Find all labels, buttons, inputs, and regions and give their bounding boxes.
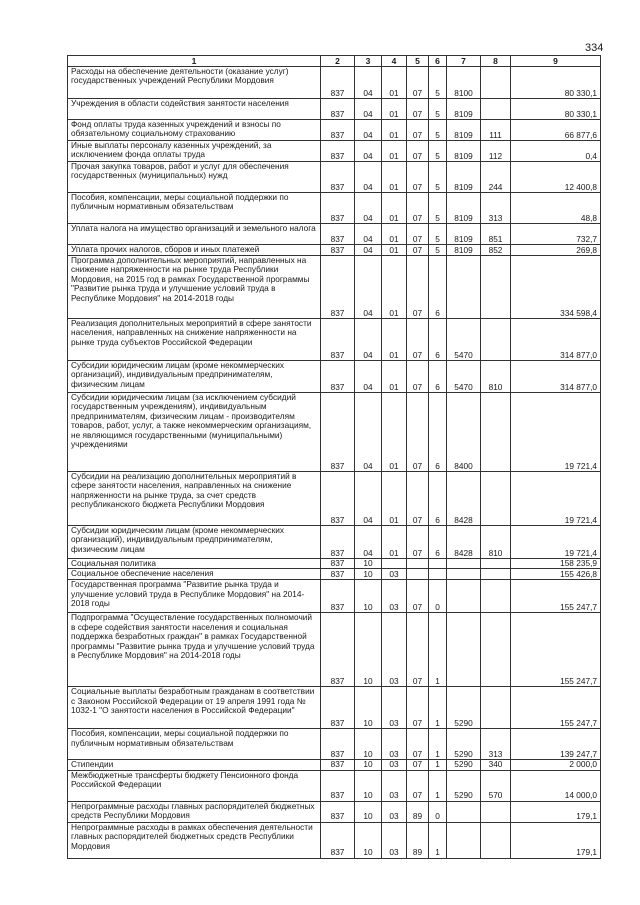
row-ministry-code: 837: [321, 120, 355, 141]
row-description: Учреждения в области содействия занятости населения: [68, 99, 321, 120]
row-amount: 269,8: [511, 245, 601, 256]
row-program-code: 07: [407, 770, 429, 801]
row-ministry-code: 837: [321, 770, 355, 801]
column-header-8: 8: [481, 56, 511, 67]
row-description: Государственная программа "Развитие рынка труда и улучшение условий труда в Республике Мордовия" на 2014-2018 годы: [68, 580, 321, 613]
row-expense-type-code: [481, 801, 511, 822]
row-ministry-code: 837: [321, 801, 355, 822]
row-subsection-code: 01: [382, 256, 407, 319]
table-row: [68, 687, 601, 729]
row-expense-type-code: 852: [481, 245, 511, 256]
row-section-code: 04: [355, 245, 382, 256]
row-expense-type-code: 851: [481, 224, 511, 245]
row-program-code: 07: [407, 319, 429, 361]
row-subprogram-code: 1: [429, 822, 447, 858]
row-amount: 14 000,0: [511, 770, 601, 801]
row-item-code: 5290: [447, 687, 481, 729]
row-subprogram-code: 5: [429, 99, 447, 120]
row-section-code: 04: [355, 256, 382, 319]
row-program-code: 07: [407, 141, 429, 162]
row-ministry-code: 837: [321, 141, 355, 162]
row-item-code: [447, 801, 481, 822]
row-expense-type-code: [481, 559, 511, 569]
row-subprogram-code: 1: [429, 760, 447, 770]
row-section-code: 04: [355, 162, 382, 193]
table-row: [68, 141, 601, 162]
row-expense-type-code: [481, 256, 511, 319]
table-row: [68, 319, 601, 361]
row-program-code: 07: [407, 526, 429, 559]
column-header-3: 3: [355, 56, 382, 67]
row-amount: 155 247,7: [511, 687, 601, 729]
row-description: Социальные выплаты безработным гражданам в соответствии с Законом Российской Федерации от 19 апреля 1991 года № 1032-1 "О занятости населения в Российской Федерации": [68, 687, 321, 729]
row-description: Стипендии: [68, 760, 321, 770]
row-subprogram-code: 5: [429, 193, 447, 224]
row-description: Непрограммные расходы в рамках обеспечения деятельности главных распорядителей бюджетных средств Республики Мордовия: [68, 822, 321, 858]
row-subprogram-code: 6: [429, 319, 447, 361]
row-description: Реализация дополнительных мероприятий в сфере занятости населения, направленных на снижение напряженности на рынке труда субъектов Российской Федерации: [68, 319, 321, 361]
row-description: Иные выплаты персоналу казенных учреждений, за исключением фонда оплаты труда: [68, 141, 321, 162]
row-subprogram-code: 6: [429, 526, 447, 559]
row-subprogram-code: 1: [429, 613, 447, 687]
row-section-code: 04: [355, 67, 382, 99]
table-row: [68, 569, 601, 580]
row-subsection-code: 01: [382, 162, 407, 193]
row-subprogram-code: 0: [429, 580, 447, 613]
row-section-code: 04: [355, 141, 382, 162]
row-expense-type-code: [481, 687, 511, 729]
row-amount: 2 000,0: [511, 760, 601, 770]
row-amount: 314 877,0: [511, 319, 601, 361]
row-expense-type-code: [481, 393, 511, 472]
row-subprogram-code: 5: [429, 67, 447, 99]
row-item-code: 8428: [447, 526, 481, 559]
row-section-code: 04: [355, 120, 382, 141]
row-section-code: 10: [355, 569, 382, 580]
row-ministry-code: 837: [321, 526, 355, 559]
row-item-code: 5470: [447, 361, 481, 393]
row-amount: 80 330,1: [511, 67, 601, 99]
row-item-code: [447, 256, 481, 319]
row-section-code: 10: [355, 801, 382, 822]
row-ministry-code: 837: [321, 472, 355, 526]
row-description: Прочая закупка товаров, работ и услуг для обеспечения государственных (муниципальных) нужд: [68, 162, 321, 193]
row-ministry-code: 837: [321, 224, 355, 245]
row-item-code: 5290: [447, 770, 481, 801]
column-header-1: 1: [68, 56, 321, 67]
row-subsection-code: 01: [382, 393, 407, 472]
budget-table: [67, 55, 601, 859]
row-amount: 732,7: [511, 224, 601, 245]
row-section-code: 10: [355, 760, 382, 770]
table-row: [68, 245, 601, 256]
row-subsection-code: 03: [382, 580, 407, 613]
row-item-code: 5290: [447, 760, 481, 770]
table-row: [68, 361, 601, 393]
row-subsection-code: 03: [382, 569, 407, 580]
row-item-code: 8109: [447, 141, 481, 162]
row-description: Социальное обеспечение населения: [68, 569, 321, 580]
row-section-code: 10: [355, 613, 382, 687]
row-program-code: 07: [407, 67, 429, 99]
row-ministry-code: 837: [321, 580, 355, 613]
row-description: Уплата налога на имущество организаций и земельного налога: [68, 224, 321, 245]
row-expense-type-code: [481, 569, 511, 580]
table-row: [68, 256, 601, 319]
row-program-code: 07: [407, 256, 429, 319]
row-description: Уплата прочих налогов, сборов и иных платежей: [68, 245, 321, 256]
row-section-code: 04: [355, 526, 382, 559]
table-body: [68, 67, 601, 859]
row-program-code: 07: [407, 120, 429, 141]
row-section-code: 10: [355, 559, 382, 569]
row-subprogram-code: 5: [429, 120, 447, 141]
row-program-code: 07: [407, 224, 429, 245]
row-description: Подпрограмма "Осуществление государственных полномочий в сфере содействия занятости населения и социальная поддержка безработных граждан" в рамках Государственной программы "Развитие рынка труда и улучшение условий труда в Республике Мордовия" на 2014-2018 годы: [68, 613, 321, 687]
row-subsection-code: 01: [382, 120, 407, 141]
row-description: Фонд оплаты труда казенных учреждений и взносы по обязательному социальному страхованию: [68, 120, 321, 141]
table-row: [68, 559, 601, 569]
table-row: [68, 760, 601, 770]
row-ministry-code: 837: [321, 193, 355, 224]
row-expense-type-code: 810: [481, 526, 511, 559]
row-amount: 66 877,6: [511, 120, 601, 141]
row-amount: 19 721,4: [511, 526, 601, 559]
row-subprogram-code: [429, 569, 447, 580]
row-description: Программа дополнительных мероприятий, направленных на снижение напряженности на рынке труда Республики Мордовия, на 2015 год в рамках Государственной программы "Развитие рынка труда и улучшение условий труда в Республике Мордовия" на 2014-2018 годы: [68, 256, 321, 319]
row-description: Субсидии на реализацию дополнительных мероприятий в сфере занятости населения, направленных на снижение напряженности на рынке труда, за счет средств республиканского бюджета Республики Мордовия: [68, 472, 321, 526]
row-description: Пособия, компенсации, меры социальной поддержки по публичным нормативным обязательствам: [68, 193, 321, 224]
row-program-code: 07: [407, 162, 429, 193]
row-ministry-code: 837: [321, 245, 355, 256]
row-expense-type-code: [481, 472, 511, 526]
row-item-code: 8400: [447, 393, 481, 472]
row-section-code: 10: [355, 729, 382, 760]
column-header-5: 5: [407, 56, 429, 67]
row-subsection-code: 03: [382, 760, 407, 770]
row-item-code: 8109: [447, 99, 481, 120]
row-description: Расходы на обеспечение деятельности (оказание услуг) государственных учреждений Республики Мордовия: [68, 67, 321, 99]
table-row: [68, 393, 601, 472]
row-amount: 334 598,4: [511, 256, 601, 319]
column-header-2: 2: [321, 56, 355, 67]
row-section-code: 10: [355, 580, 382, 613]
row-ministry-code: 837: [321, 569, 355, 580]
row-description: Межбюджетные трансферты бюджету Пенсионного фонда Российской Федерации: [68, 770, 321, 801]
row-program-code: 07: [407, 613, 429, 687]
row-section-code: 04: [355, 224, 382, 245]
row-ministry-code: 837: [321, 162, 355, 193]
table-row: [68, 526, 601, 559]
row-subprogram-code: 1: [429, 687, 447, 729]
row-expense-type-code: [481, 822, 511, 858]
row-subprogram-code: 5: [429, 224, 447, 245]
row-subsection-code: 03: [382, 687, 407, 729]
table-row: [68, 99, 601, 120]
row-section-code: 04: [355, 319, 382, 361]
row-program-code: 07: [407, 393, 429, 472]
row-subprogram-code: 0: [429, 801, 447, 822]
row-subprogram-code: 1: [429, 770, 447, 801]
row-subprogram-code: 5: [429, 162, 447, 193]
row-item-code: 8109: [447, 193, 481, 224]
table-row: [68, 801, 601, 822]
row-expense-type-code: [481, 580, 511, 613]
row-program-code: 89: [407, 822, 429, 858]
row-ministry-code: 837: [321, 99, 355, 120]
row-subprogram-code: 5: [429, 141, 447, 162]
row-program-code: 07: [407, 580, 429, 613]
row-subsection-code: 01: [382, 67, 407, 99]
row-amount: 158 235,9: [511, 559, 601, 569]
row-subprogram-code: 6: [429, 472, 447, 526]
row-section-code: 04: [355, 99, 382, 120]
table-row: [68, 224, 601, 245]
row-ministry-code: 837: [321, 559, 355, 569]
row-program-code: 07: [407, 245, 429, 256]
row-description: Субсидии юридическим лицам (за исключением субсидий государственным учреждениям), индивидуальным предпринимателям, физическим лицам - производителям товаров, работ, услуг, а также некоммерческим организациям, не являющимся государственными (муниципальными) учреждениями: [68, 393, 321, 472]
row-ministry-code: 837: [321, 822, 355, 858]
row-item-code: 8109: [447, 162, 481, 193]
row-ministry-code: 837: [321, 393, 355, 472]
row-ministry-code: 837: [321, 760, 355, 770]
row-amount: 155 247,7: [511, 613, 601, 687]
column-header-4: 4: [382, 56, 407, 67]
row-ministry-code: 837: [321, 687, 355, 729]
row-subprogram-code: [429, 559, 447, 569]
row-item-code: [447, 559, 481, 569]
table-row: [68, 193, 601, 224]
row-expense-type-code: 313: [481, 729, 511, 760]
row-expense-type-code: [481, 99, 511, 120]
row-subprogram-code: 6: [429, 361, 447, 393]
table-row: [68, 613, 601, 687]
row-subsection-code: 03: [382, 801, 407, 822]
row-program-code: 07: [407, 472, 429, 526]
row-description: Непрограммные расходы главных распорядителей бюджетных средств Республики Мордовия: [68, 801, 321, 822]
row-subsection-code: 01: [382, 245, 407, 256]
row-expense-type-code: 570: [481, 770, 511, 801]
row-expense-type-code: 340: [481, 760, 511, 770]
row-description: Субсидии юридическим лицам (кроме некоммерческих организаций), индивидуальным предпринимателям, физическим лицам: [68, 361, 321, 393]
row-section-code: 04: [355, 393, 382, 472]
column-header-6: 6: [429, 56, 447, 67]
row-subsection-code: 03: [382, 729, 407, 760]
row-amount: 12 400,8: [511, 162, 601, 193]
table-row: [68, 729, 601, 760]
row-ministry-code: 837: [321, 613, 355, 687]
table-row: [68, 67, 601, 99]
row-item-code: 5470: [447, 319, 481, 361]
row-amount: 155 426,8: [511, 569, 601, 580]
row-amount: 179,1: [511, 822, 601, 858]
row-description: Пособия, компенсации, меры социальной поддержки по публичным нормативным обязательствам: [68, 729, 321, 760]
row-subprogram-code: 6: [429, 256, 447, 319]
table-row: [68, 580, 601, 613]
table-row: [68, 162, 601, 193]
row-subsection-code: 03: [382, 770, 407, 801]
row-subsection-code: 01: [382, 193, 407, 224]
row-item-code: 8109: [447, 245, 481, 256]
row-section-code: 04: [355, 193, 382, 224]
row-description: Субсидии юридическим лицам (кроме некоммерческих организаций), индивидуальным предпринимателям, физическим лицам: [68, 526, 321, 559]
row-section-code: 10: [355, 822, 382, 858]
row-item-code: 5290: [447, 729, 481, 760]
page-number: 334: [585, 42, 604, 54]
row-section-code: 04: [355, 361, 382, 393]
row-amount: 80 330,1: [511, 99, 601, 120]
row-program-code: [407, 569, 429, 580]
row-expense-type-code: 313: [481, 193, 511, 224]
row-subprogram-code: 6: [429, 393, 447, 472]
row-item-code: [447, 569, 481, 580]
row-amount: 139 247,7: [511, 729, 601, 760]
column-header-9: 9: [511, 56, 601, 67]
row-amount: 314 877,0: [511, 361, 601, 393]
row-program-code: [407, 559, 429, 569]
row-item-code: 8109: [447, 120, 481, 141]
row-expense-type-code: [481, 319, 511, 361]
row-item-code: [447, 822, 481, 858]
row-ministry-code: 837: [321, 319, 355, 361]
row-amount: 19 721,4: [511, 393, 601, 472]
row-section-code: 04: [355, 472, 382, 526]
row-item-code: 8109: [447, 224, 481, 245]
row-section-code: 10: [355, 687, 382, 729]
row-ministry-code: 837: [321, 729, 355, 760]
row-ministry-code: 837: [321, 256, 355, 319]
row-subsection-code: 01: [382, 99, 407, 120]
row-subsection-code: 01: [382, 141, 407, 162]
row-description: Социальная политика: [68, 559, 321, 569]
row-amount: 19 721,4: [511, 472, 601, 526]
row-subsection-code: [382, 559, 407, 569]
row-ministry-code: 837: [321, 67, 355, 99]
row-expense-type-code: 111: [481, 120, 511, 141]
row-item-code: 8100: [447, 67, 481, 99]
row-section-code: 10: [355, 770, 382, 801]
row-amount: 48,8: [511, 193, 601, 224]
row-amount: 155 247,7: [511, 580, 601, 613]
row-program-code: 07: [407, 729, 429, 760]
row-program-code: 07: [407, 193, 429, 224]
row-program-code: 07: [407, 760, 429, 770]
row-ministry-code: 837: [321, 361, 355, 393]
row-subsection-code: 01: [382, 526, 407, 559]
row-subprogram-code: 1: [429, 729, 447, 760]
row-item-code: [447, 613, 481, 687]
table-row: [68, 822, 601, 858]
row-expense-type-code: [481, 67, 511, 99]
row-program-code: 89: [407, 801, 429, 822]
column-header-7: 7: [447, 56, 481, 67]
row-subsection-code: 01: [382, 319, 407, 361]
row-expense-type-code: 810: [481, 361, 511, 393]
table-row: [68, 770, 601, 801]
row-amount: 179,1: [511, 801, 601, 822]
table-row: [68, 472, 601, 526]
row-subsection-code: 03: [382, 613, 407, 687]
row-amount: 0,4: [511, 141, 601, 162]
row-item-code: 8428: [447, 472, 481, 526]
row-expense-type-code: 112: [481, 141, 511, 162]
row-expense-type-code: [481, 613, 511, 687]
row-subprogram-code: 5: [429, 245, 447, 256]
row-program-code: 07: [407, 361, 429, 393]
row-subsection-code: 03: [382, 822, 407, 858]
row-expense-type-code: 244: [481, 162, 511, 193]
header-row: [68, 56, 601, 67]
row-subsection-code: 01: [382, 472, 407, 526]
row-item-code: [447, 580, 481, 613]
row-program-code: 07: [407, 99, 429, 120]
row-subsection-code: 01: [382, 361, 407, 393]
row-subsection-code: 01: [382, 224, 407, 245]
table-row: [68, 120, 601, 141]
row-program-code: 07: [407, 687, 429, 729]
